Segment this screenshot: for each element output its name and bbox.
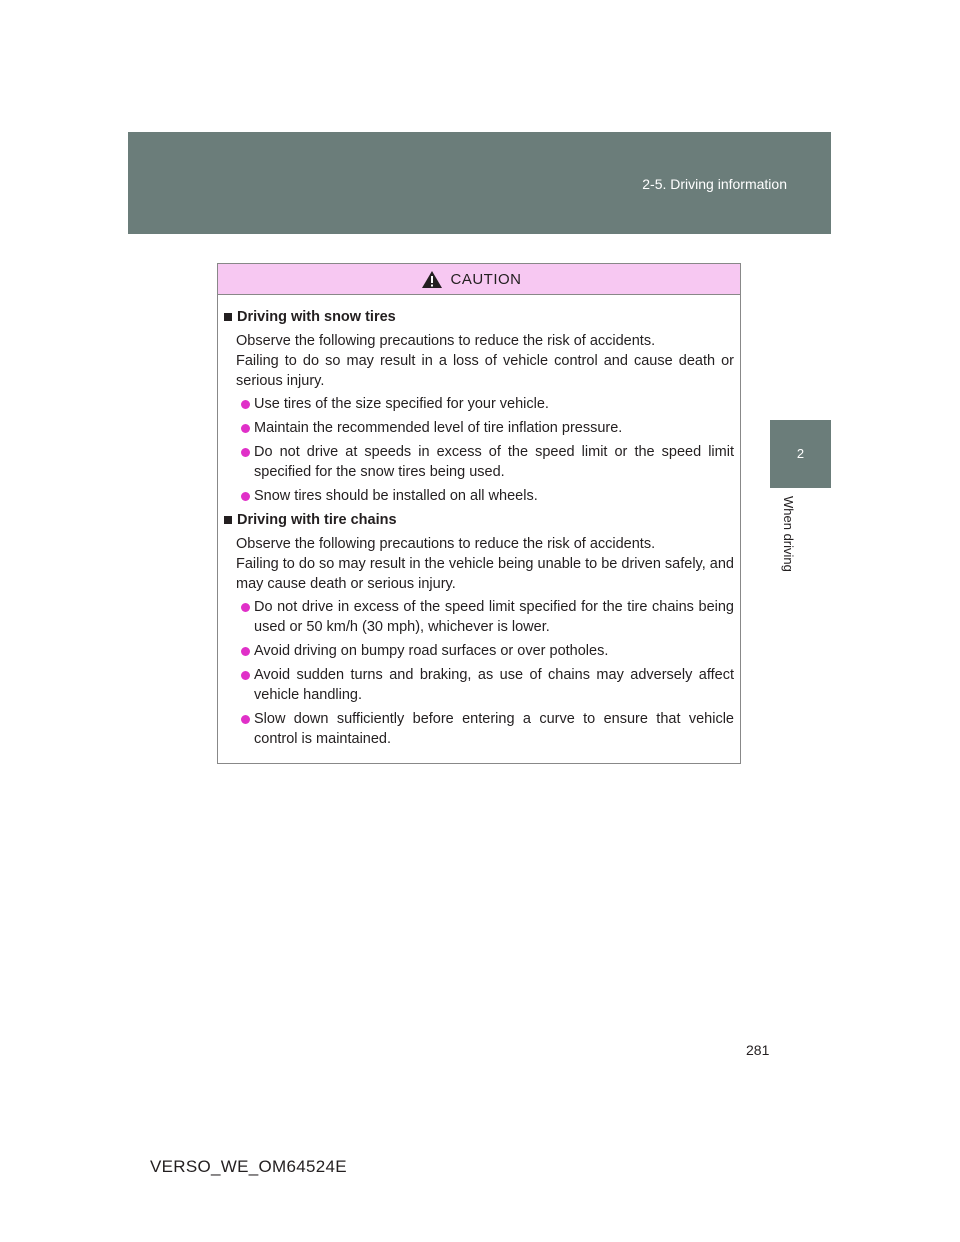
chapter-number: 2 xyxy=(796,446,805,461)
chapter-tab xyxy=(770,420,831,488)
square-bullet-icon xyxy=(224,516,232,524)
list-item xyxy=(241,709,734,749)
chapter-label: When driving xyxy=(781,496,796,572)
bullet-dot-icon xyxy=(241,603,250,612)
list-item xyxy=(241,597,734,637)
list-item xyxy=(241,394,734,414)
caution-header xyxy=(218,264,740,295)
list-item-text: Do not drive in excess of the speed limit specified for the tire chains being used or 50 km/h (30 mph), whichever is lower. xyxy=(254,599,734,635)
list-item-text: Slow down sufficiently before entering a curve to ensure that vehicle control is maintained. xyxy=(254,711,734,747)
bullet-dot-icon xyxy=(241,492,250,501)
list-item-text: Avoid sudden turns and braking, as use of chains may adversely affect vehicle handling. xyxy=(254,667,734,703)
list-item-text: Do not drive at speeds in excess of the speed limit or the speed limit specified for the snow tires being used. xyxy=(254,444,734,480)
bullet-dot-icon xyxy=(241,448,250,457)
bullet-list xyxy=(241,597,734,749)
list-item-text: Snow tires should be installed on all wheels. xyxy=(254,488,538,504)
section-heading xyxy=(223,510,734,530)
section-heading xyxy=(223,307,734,327)
bullet-dot-icon xyxy=(241,671,250,680)
section-heading-text: Driving with snow tires xyxy=(237,309,396,325)
list-item xyxy=(241,442,734,482)
caution-body xyxy=(218,295,740,749)
bullet-dot-icon xyxy=(241,400,250,409)
list-item xyxy=(241,641,734,661)
caution-title: CAUTION xyxy=(450,270,522,288)
paragraph-line: Observe the following precautions to reduce the risk of accidents. xyxy=(236,536,656,552)
warning-icon xyxy=(421,270,443,289)
section-heading-text: Driving with tire chains xyxy=(237,512,397,528)
bullet-dot-icon xyxy=(241,715,250,724)
bullet-dot-icon xyxy=(241,647,250,656)
bullet-dot-icon xyxy=(241,424,250,433)
paragraph-line: Observe the following precautions to reduce the risk of accidents. xyxy=(236,333,656,349)
caution-box xyxy=(217,263,741,764)
list-item-text: Use tires of the size specified for your vehicle. xyxy=(254,396,549,412)
list-item xyxy=(241,418,734,438)
section-title: 2-5. Driving information xyxy=(642,176,787,192)
list-item-text: Maintain the recommended level of tire inflation pressure. xyxy=(254,420,623,436)
bullet-list xyxy=(241,394,734,506)
document-code: VERSO_WE_OM64524E xyxy=(150,1157,347,1176)
page-number: 281 xyxy=(746,1042,770,1058)
paragraph xyxy=(236,331,734,391)
square-bullet-icon xyxy=(224,313,232,321)
list-item xyxy=(241,486,734,506)
section-tire-chains xyxy=(223,510,734,749)
paragraph-line: Failing to do so may result in a loss of vehicle control and cause death or serious injury. xyxy=(236,353,734,389)
list-item xyxy=(241,665,734,705)
paragraph-line: Failing to do so may result in the vehicle being unable to be driven safely, and may cause death or serious injury. xyxy=(236,556,734,592)
list-item-text: Avoid driving on bumpy road surfaces or over potholes. xyxy=(254,643,609,659)
header-band xyxy=(128,132,831,234)
paragraph xyxy=(236,534,734,594)
section-snow-tires xyxy=(223,307,734,506)
